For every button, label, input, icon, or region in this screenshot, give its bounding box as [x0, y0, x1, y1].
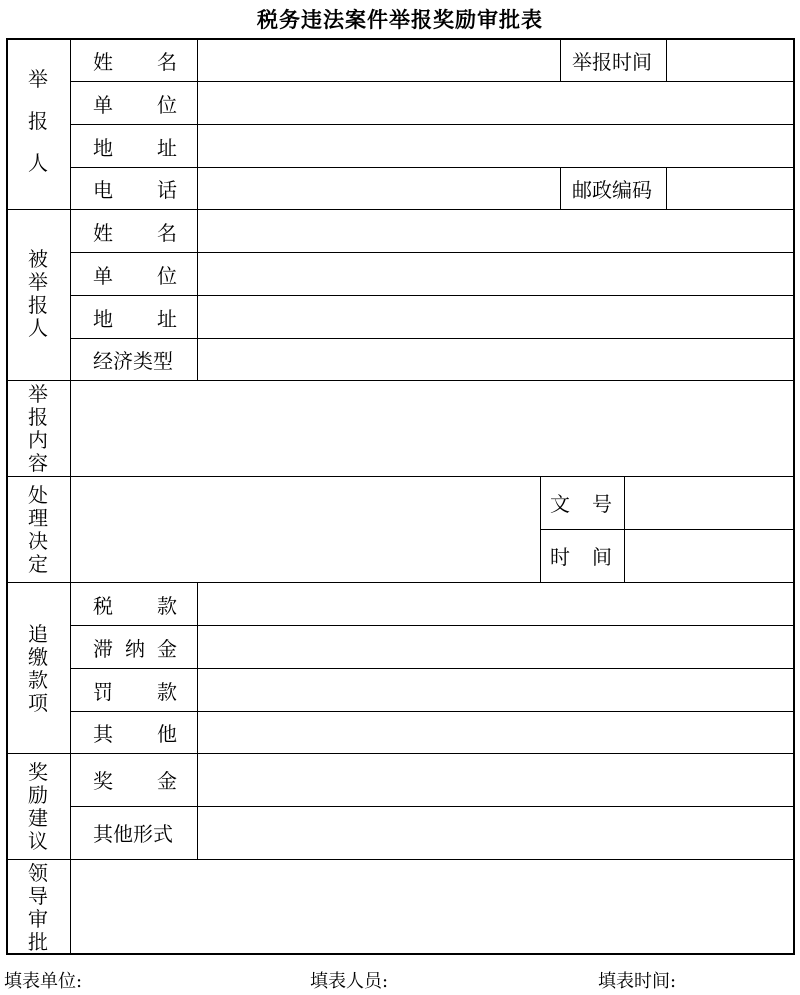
late-fee-value[interactable]: [205, 639, 790, 661]
label-char: 举: [28, 382, 48, 406]
label-char: 金: [157, 637, 177, 661]
label-char: 电: [93, 178, 113, 202]
decision-content-value[interactable]: [80, 486, 530, 574]
postal-code-label: 邮政编码: [572, 178, 652, 202]
reporter-phone-value[interactable]: [205, 180, 555, 202]
footer-time-label: 填表时间:: [598, 971, 677, 992]
row-divider: [70, 81, 795, 82]
row-divider: [70, 668, 795, 669]
bonus-value[interactable]: [205, 771, 790, 793]
label-char: 建: [28, 806, 48, 830]
row-divider: [70, 295, 795, 296]
label-char: 内: [28, 428, 48, 452]
label-char: 报: [28, 405, 48, 429]
reporter-unit-label: [93, 95, 177, 115]
reward-section-label: [26, 761, 50, 853]
col-divider: [560, 38, 561, 82]
label-char: 姓: [93, 50, 113, 74]
label-char: 举: [28, 67, 48, 91]
label-char: 人: [28, 151, 48, 175]
reported-unit-value[interactable]: [205, 266, 790, 288]
section-divider: [6, 380, 795, 381]
label-char: 时: [550, 545, 570, 569]
label-char: 单: [93, 264, 113, 288]
label-char: 奖: [28, 760, 48, 784]
tax-label: [93, 596, 177, 616]
label-char: 纳: [125, 637, 145, 661]
label-char: 报: [28, 293, 48, 317]
form-title: 税务违法案件举报奖励审批表: [257, 8, 543, 32]
tax-value[interactable]: [205, 596, 790, 618]
other-form-value[interactable]: [205, 824, 790, 846]
label-char: 缴: [28, 645, 48, 669]
label-char: 项: [28, 691, 48, 715]
row-divider: [70, 124, 795, 125]
label-char: 号: [592, 492, 612, 516]
label-char: 领: [28, 861, 48, 885]
row-divider: [70, 625, 795, 626]
reporter-name-label: [93, 52, 177, 72]
col-divider: [197, 753, 198, 860]
row-divider: [70, 167, 795, 168]
economic-type-label: 经济类型: [93, 349, 173, 373]
label-char: 话: [157, 178, 177, 202]
label-char: 文: [550, 492, 570, 516]
label-char: 批: [28, 930, 48, 954]
label-char: 名: [157, 221, 177, 245]
col-divider: [666, 38, 667, 82]
other-payment-label: [93, 724, 177, 744]
row-divider: [70, 252, 795, 253]
label-char: 地: [93, 136, 113, 160]
bonus-label: [93, 771, 177, 791]
label-char: 容: [28, 451, 48, 475]
section-divider: [6, 209, 795, 210]
label-char: 定: [28, 552, 48, 576]
report-time-label: 举报时间: [572, 50, 652, 74]
label-char: 审: [28, 907, 48, 931]
footer-unit-label: 填表单位:: [4, 971, 83, 992]
col-divider: [70, 38, 71, 955]
col-divider: [197, 209, 198, 381]
label-char: 位: [157, 93, 177, 117]
report-time-value[interactable]: [672, 52, 790, 74]
reporter-unit-value[interactable]: [205, 95, 790, 117]
approval-value[interactable]: [80, 868, 785, 948]
reporter-name-value[interactable]: [205, 52, 555, 74]
label-char: 税: [93, 594, 113, 618]
col-divider: [624, 476, 625, 583]
label-char: 滞: [93, 637, 113, 661]
label-char: 间: [592, 545, 612, 569]
other-payment-value[interactable]: [205, 724, 790, 746]
label-char: 追: [28, 622, 48, 646]
content-section-label: [26, 383, 50, 475]
row-divider: [70, 806, 795, 807]
label-char: 议: [28, 829, 48, 853]
other-form-label: 其他形式: [93, 822, 173, 846]
fine-value[interactable]: [205, 682, 790, 704]
reported-section-label: [26, 248, 50, 340]
decision-time-value[interactable]: [632, 547, 788, 569]
label-char: 位: [157, 264, 177, 288]
label-char: 励: [28, 783, 48, 807]
reporter-section-label: [26, 68, 50, 180]
reporter-phone-label: [93, 180, 177, 200]
label-char: 举: [28, 270, 48, 294]
label-char: 单: [93, 93, 113, 117]
label-char: 地: [93, 307, 113, 331]
reported-name-label: [93, 223, 177, 243]
label-char: 址: [157, 307, 177, 331]
label-char: 决: [28, 529, 48, 553]
label-char: 名: [157, 50, 177, 74]
label-char: 姓: [93, 221, 113, 245]
label-char: 址: [157, 136, 177, 160]
row-divider: [540, 529, 795, 530]
economic-type-value[interactable]: [205, 351, 790, 373]
label-char: 款: [157, 594, 177, 618]
doc-number-label: [550, 494, 612, 514]
approval-section-label: [26, 862, 50, 954]
label-char: 款: [28, 668, 48, 692]
reported-address-label: [93, 309, 177, 329]
col-divider: [197, 38, 198, 210]
recovery-section-label: [26, 623, 50, 715]
decision-time-label: [550, 547, 612, 567]
label-char: 奖: [93, 769, 113, 793]
postal-code-value[interactable]: [672, 180, 790, 202]
row-divider: [70, 711, 795, 712]
fine-label: [93, 682, 177, 702]
row-divider: [70, 338, 795, 339]
label-char: 理: [28, 506, 48, 530]
label-char: 人: [28, 316, 48, 340]
label-char: 其: [93, 722, 113, 746]
col-divider: [197, 582, 198, 754]
section-divider: [6, 582, 795, 583]
label-char: 被: [28, 247, 48, 271]
reported-unit-label: [93, 266, 177, 286]
doc-number-value[interactable]: [632, 494, 788, 516]
col-divider: [666, 167, 667, 210]
label-char: 金: [157, 769, 177, 793]
reported-name-value[interactable]: [205, 223, 790, 245]
label-char: 处: [28, 483, 48, 507]
decision-section-label: [26, 484, 50, 576]
col-divider: [560, 167, 561, 210]
label-char: 罚: [93, 680, 113, 704]
reported-address-value[interactable]: [205, 309, 790, 331]
section-divider: [6, 753, 795, 754]
label-char: 导: [28, 884, 48, 908]
reporter-address-value[interactable]: [205, 138, 790, 160]
late-fee-label: [93, 639, 177, 659]
section-divider: [6, 476, 795, 477]
label-char: 他: [157, 722, 177, 746]
label-char: 报: [28, 109, 48, 133]
col-divider: [540, 476, 541, 583]
report-content-value[interactable]: [80, 390, 785, 470]
section-divider: [6, 859, 795, 860]
reporter-address-label: [93, 138, 177, 158]
footer-person-label: 填表人员:: [310, 971, 389, 992]
label-char: 款: [157, 680, 177, 704]
